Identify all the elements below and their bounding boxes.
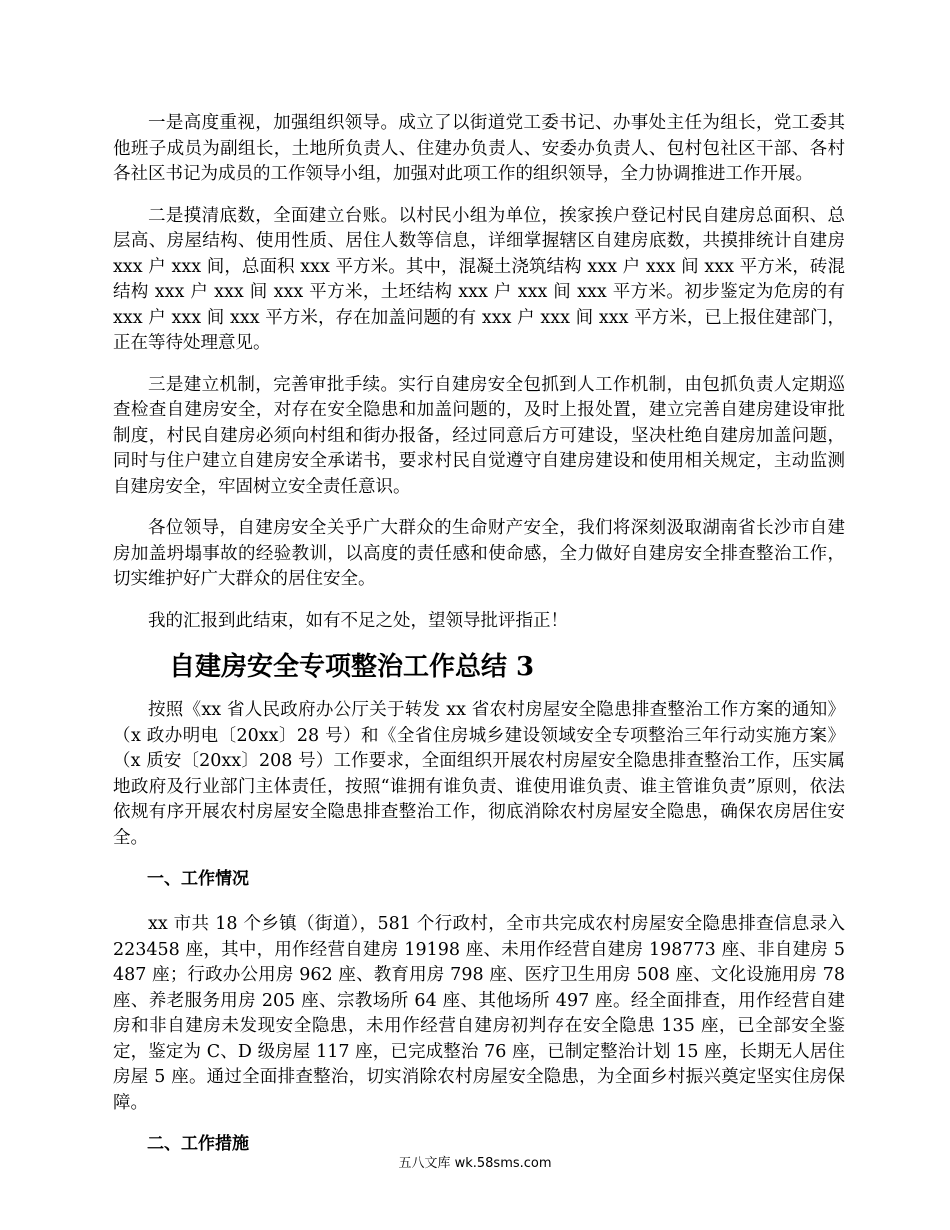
document-title: 自建房安全专项整治工作总结 3: [169, 652, 535, 682]
section-heading-work-measures: 二、工作措施: [147, 1134, 249, 1154]
paragraph-intro: 按照《xx 省人民政府办公厅关于转发 xx 省农村房屋安全隐患排查整治工作方案的通知》（x 政办明电〔20xx〕28 号）和《全省住房城乡建设领域安全专项整治三年行动实施方案》（x 质安〔20xx〕208 号）工作要求，全面组织开展农村房屋安全隐患排查整治工作，压实属地政府及行业部门主体责任，按照“谁拥有谁负责、谁使用谁负责、谁主管谁负责”原则，依法依规有序开展农村房屋安全隐患排查整治工作，彻底消除农村房屋安全隐患，确保农房居住安全。: [113, 700, 845, 848]
page-footer: 五八文库 wk.58sms.com: [398, 1156, 552, 1171]
paragraph-survey: 二是摸清底数，全面建立台账。以村民小组为单位，挨家挨户登记村民自建房总面积、总层高、房屋结构、使用性质、居住人数等信息，详细掌握辖区自建房底数，共摸排统计自建房 xxx 户 xxx 间，总面积 xxx 平方米。其中，混凝土浇筑结构 xxx 户 xxx 间 xxx 平方米，砖混结构 xxx 户 xxx 间 xxx 平方米，土坯结构 xxx 户 xxx 间 xxx 平方米。初步鉴定为危房的有 xxx 户 xxx 间 xxx 平方米，存在加盖问题的有 xxx 户 xxx 间 xxx 平方米，已上报住建部门，正在等待处理意见。: [113, 205, 845, 353]
paragraph-mechanism: 三是建立机制，完善审批手续。实行自建房安全包抓到人工作机制，由包抓负责人定期巡查检查自建房安全，对存在安全隐患和加盖问题的，及时上报处置，建立完善自建房建设审批制度，村民自建房必须向村组和街办报备，经过同意后方可建设，坚决杜绝自建房加盖问题，同时与住户建立自建房安全承诺书，要求村民自觉遵守自建房建设和使用相关规定，主动监测自建房安全，牢固树立安全责任意识。: [113, 374, 845, 497]
paragraph-report-end: 我的汇报到此结束，如有不足之处，望领导批评指正！: [148, 610, 568, 631]
section-heading-work-status: 一、工作情况: [147, 869, 249, 889]
document-body: [113, 111, 845, 1177]
paragraph-work-status: xx 市共 18 个乡镇（街道），581 个行政村，全市共完成农村房屋安全隐患排查信息录入 223458 座，其中，用作经营自建房 19198 座、未用作经营自建房 198773 座、非自建房 5487 座；行政办公用房 962 座、教育用房 798 座、医疗卫生用房 508 座、文化设施用房 78 座、养老服务用房 205 座、宗教场所 64 座、其他场所 497 座。经全面排查，用作经营自建房和非自建房未发现安全隐患，未用作经营自建房初判存在安全隐患 135 座，已全部安全鉴定，鉴定为 C、D 级房屋 117 座，已完成整治 76 座，已制定整治计划 15 座，长期无人居住房屋 5 座。通过全面排查整治，切实消除农村房屋安全隐患，为全面乡村振兴奠定坚实住房保障。: [113, 914, 845, 1113]
paragraph-closing-statement: 各位领导，自建房安全关乎广大群众的生命财产安全，我们将深刻汲取湖南省长沙市自建房加盖坍塌事故的经验教训，以高度的责任感和使命感，全力做好自建房安全排查整治工作，切实维护好广大群众的居住安全。: [113, 518, 845, 589]
paragraph-organization: 一是高度重视，加强组织领导。成立了以街道党工委书记、办事处主任为组长，党工委其他班子成员为副组长，土地所负责人、住建办负责人、安委办负责人、包村包社区干部、各村各社区书记为成员的工作领导小组，加强对此项工作的组织领导，全力协调推进工作开展。: [113, 113, 845, 184]
